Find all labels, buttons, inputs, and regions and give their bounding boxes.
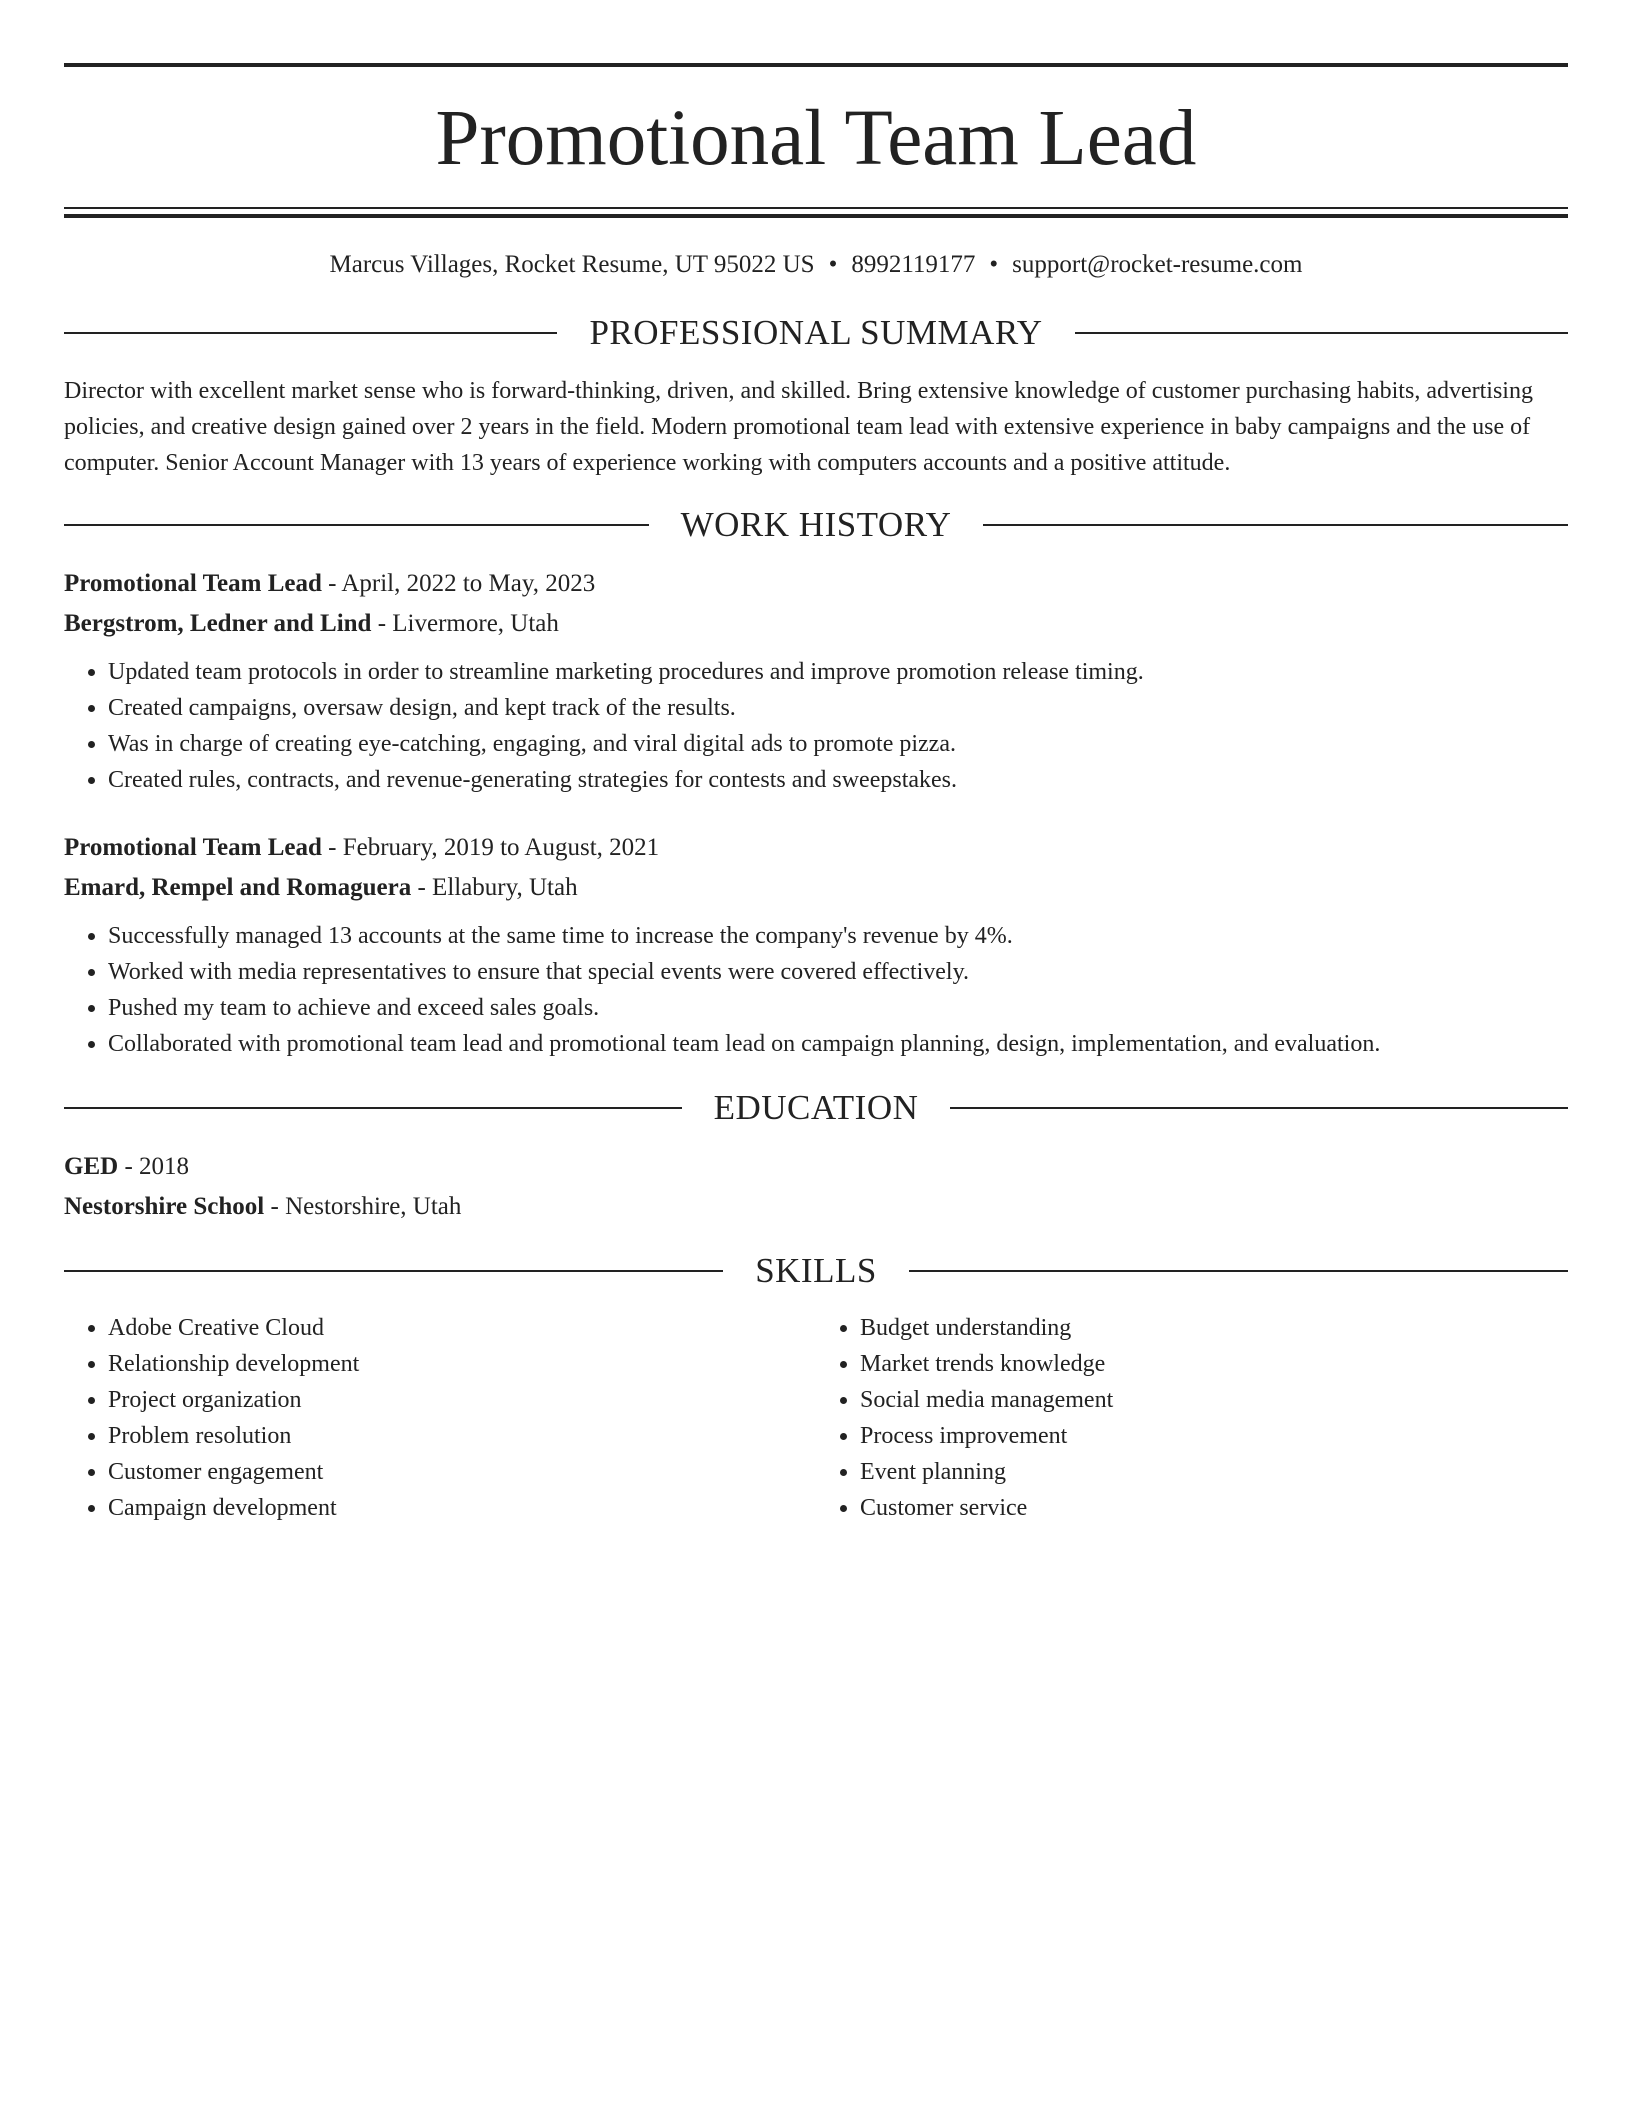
skill-item: • Relationship development	[108, 1346, 816, 1382]
job-title-line	[64, 828, 1568, 868]
job-bullet: • Created rules, contracts, and revenue-generating strategies for contests and sweepstakes.	[108, 762, 1568, 798]
job-bullets	[64, 918, 1568, 1062]
dash: -	[321, 570, 342, 597]
contact-line	[64, 252, 1568, 277]
education-location: Nestorshire, Utah	[285, 1193, 462, 1220]
work-section-heading	[64, 507, 1568, 542]
job-bullet: • Successfully managed 13 accounts at the same time to increase the company's revenue by 4%.	[108, 918, 1568, 954]
skill-item: • Adobe Creative Cloud	[108, 1310, 816, 1346]
skill-item: • Process improvement	[860, 1418, 1568, 1454]
education-year: 2018	[139, 1153, 190, 1180]
skill-item: • Problem resolution	[108, 1418, 816, 1454]
work-heading-label: WORK HISTORY	[680, 505, 952, 544]
contact-phone: 8992119177	[851, 251, 976, 278]
job-company: Emard, Rempel and Romaguera	[64, 874, 412, 901]
job-dates: April, 2022 to May, 2023	[341, 570, 596, 597]
dash: -	[321, 834, 343, 861]
heading-rule-left	[64, 1107, 682, 1109]
job-title-line	[64, 564, 1568, 604]
job-bullet: • Updated team protocols in order to streamline marketing procedures and improve promotion release timing.	[108, 654, 1568, 690]
job-company-line	[64, 868, 1568, 908]
dash: -	[264, 1193, 286, 1220]
heading-rule-left	[64, 332, 557, 334]
contact-address: Marcus Villages, Rocket Resume, UT 95022 US	[329, 251, 815, 278]
job-bullet: • Collaborated with promotional team lead and promotional team lead on campaign planning, design, implementation, and evaluation.	[108, 1026, 1568, 1062]
skills-column-left	[64, 1310, 816, 1526]
heading-rule-right	[950, 1107, 1568, 1109]
skills-list	[64, 1310, 1568, 1526]
resume-title: Promotional Team Lead	[435, 95, 1197, 182]
summary-section-heading	[64, 315, 1568, 350]
job-entry	[64, 564, 1568, 798]
title-rule-thin	[64, 207, 1568, 209]
job-title: Promotional Team Lead	[64, 834, 322, 861]
job-company-line	[64, 604, 1568, 644]
job-bullet: • Created campaigns, oversaw design, and kept track of the results.	[108, 690, 1568, 726]
job-company: Bergstrom, Ledner and Lind	[64, 610, 372, 637]
education-degree-line	[64, 1147, 1568, 1187]
heading-rule-right	[1075, 332, 1568, 334]
job-location: Livermore, Utah	[392, 610, 559, 637]
education-degree: GED	[64, 1153, 119, 1180]
skill-item: • Social media management	[860, 1382, 1568, 1418]
skills-column-right	[816, 1310, 1568, 1526]
heading-rule-right	[983, 524, 1568, 526]
skill-item: • Budget understanding	[860, 1310, 1568, 1346]
education-school-line	[64, 1187, 1568, 1227]
job-location: Ellabury, Utah	[432, 874, 578, 901]
job-bullet: • Pushed my team to achieve and exceed sales goals.	[108, 990, 1568, 1026]
contact-separator: •	[989, 251, 999, 278]
contact-separator: •	[828, 251, 838, 278]
skill-item: • Customer engagement	[108, 1454, 816, 1490]
skill-item: • Event planning	[860, 1454, 1568, 1490]
heading-rule-left	[64, 524, 649, 526]
skills-section-heading	[64, 1253, 1568, 1288]
title-rule-thick	[64, 214, 1568, 218]
skill-item: • Project organization	[108, 1382, 816, 1418]
skills-heading-label: SKILLS	[755, 1251, 877, 1290]
dash: -	[118, 1153, 140, 1180]
education-heading-label: EDUCATION	[713, 1088, 919, 1127]
dash: -	[411, 874, 433, 901]
skill-item: • Customer service	[860, 1490, 1568, 1526]
job-entry	[64, 828, 1568, 1062]
heading-rule-right	[909, 1270, 1568, 1272]
job-bullets	[64, 654, 1568, 798]
summary-text: Director with excellent market sense who is forward-thinking, driven, and skilled. Bring extensive knowledge of customer purchasing habits, advertising policies, and creative design gained over 2 years in the field. Modern promotional team lead with extensive experience in baby campaigns and the use of computer. Senior Account Manager with 13 years of experience working with computers accounts and a positive attitude.	[64, 378, 1533, 476]
education-school: Nestorshire School	[64, 1193, 265, 1220]
heading-rule-left	[64, 1270, 723, 1272]
top-rule	[64, 63, 1568, 67]
job-title: Promotional Team Lead	[64, 570, 322, 597]
skill-item: • Campaign development	[108, 1490, 816, 1526]
dash: -	[371, 610, 393, 637]
job-bullet: • Worked with media representatives to ensure that special events were covered effectively.	[108, 954, 1568, 990]
education-section-heading	[64, 1090, 1568, 1125]
job-bullet: • Was in charge of creating eye-catching, engaging, and viral digital ads to promote pizza.	[108, 726, 1568, 762]
skill-item: • Market trends knowledge	[860, 1346, 1568, 1382]
job-dates: February, 2019 to August, 2021	[342, 834, 660, 861]
skills-bullets	[816, 1310, 1568, 1526]
contact-email: support@rocket-resume.com	[1012, 251, 1303, 278]
education-entry	[64, 1147, 1568, 1227]
skills-bullets	[64, 1310, 816, 1526]
summary-heading-label: PROFESSIONAL SUMMARY	[589, 313, 1043, 352]
